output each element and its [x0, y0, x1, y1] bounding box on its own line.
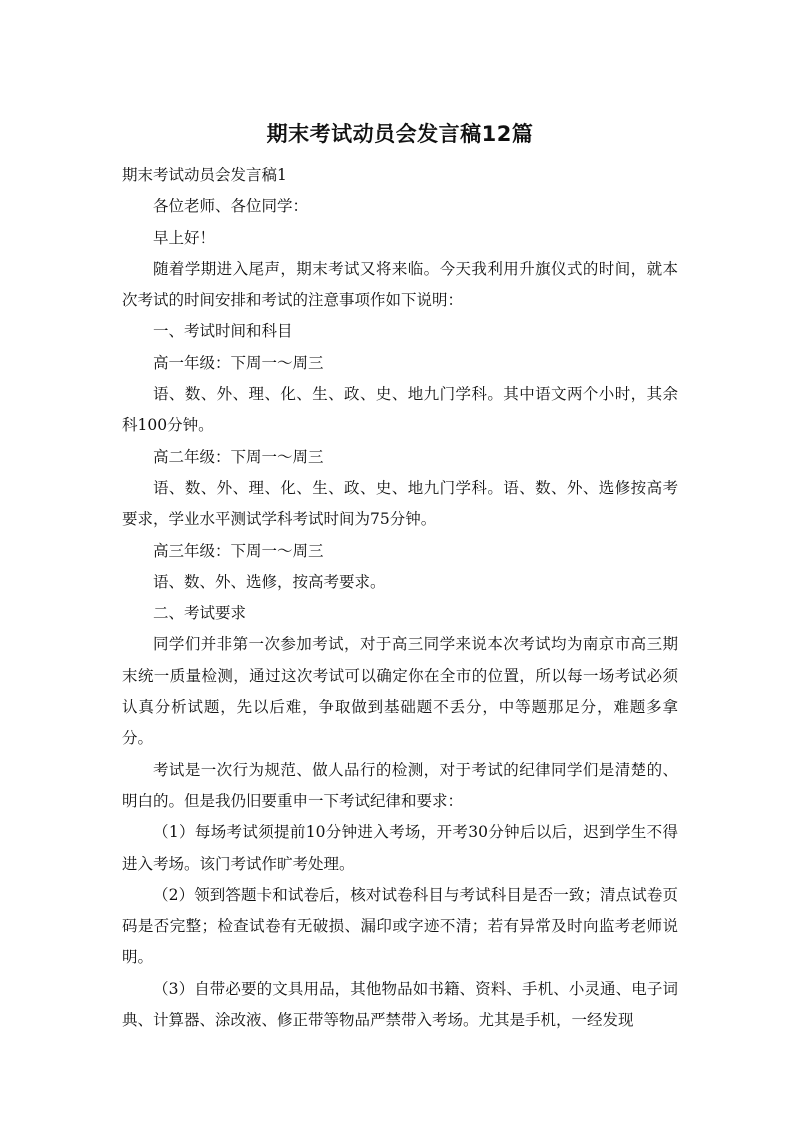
paragraph: 同学们并非第一次参加考试，对于高三同学来说本次考试均为南京市高三期末统一质量检测，通过这次考试可以确定你在全市的位置，所以每一场考试必须认真分析试题，先以后难，争取做到基础题不丢分，中等题那足分，难题多拿分。 [122, 635, 678, 748]
paragraph: 一、考试时间和科目 [153, 322, 293, 341]
paragraph: 早上好！ [153, 228, 216, 247]
section-heading: 期末考试动员会发言稿1 [122, 166, 287, 184]
paragraph: （3）自带必要的文具用品，其他物品如书籍、资料、手机、小灵通、电子词典、计算器、涂改液、修正带等物品严禁带入考场。尤其是手机，一经发现 [122, 979, 678, 1030]
paragraph: （1）每场考试须提前10分钟进入考场，开考30分钟后以后，迟到学生不得进入考场。该门考试作旷考处理。 [122, 823, 678, 873]
paragraph: 语、数、外、选修，按高考要求。 [153, 572, 386, 591]
paragraph: 高三年级：下周一～周三 [153, 541, 324, 560]
paragraph: 高一年级：下周一～周三 [153, 353, 324, 372]
paragraph: 二、考试要求 [153, 604, 247, 623]
paragraph: 语、数、外、理、化、生、政、史、地九门学科。语、数、外、选修按高考要求，学业水平测试学科考试时间为75分钟。 [122, 478, 678, 529]
paragraph: 随着学期进入尾声，期末考试又将来临。今天我利用升旗仪式的时间，就本次考试的时间安排和考试的注意事项作如下说明： [122, 259, 678, 310]
paragraph: 各位老师、各位同学： [153, 197, 309, 216]
paragraph: 高二年级：下周一～周三 [153, 447, 324, 466]
paragraph: 考试是一次行为规范、做人品行的检测，对于考试的纪律同学们是清楚的、明白的。但是我仍旧要重申一下考试纪律和要求： [122, 760, 678, 810]
paragraph: （2）领到答题卡和试卷后，核对试卷科目与考试科目是否一致；清点试卷页码是否完整；检查试卷有无破损、漏印或字迹不清；若有异常及时向监考老师说明。 [122, 885, 678, 967]
document-body [122, 160, 678, 1036]
paragraph: 语、数、外、理、化、生、政、史、地九门学科。其中语文两个小时，其余科100分钟。 [122, 385, 678, 435]
document-title: 期末考试动员会发言稿12篇 [266, 122, 534, 146]
